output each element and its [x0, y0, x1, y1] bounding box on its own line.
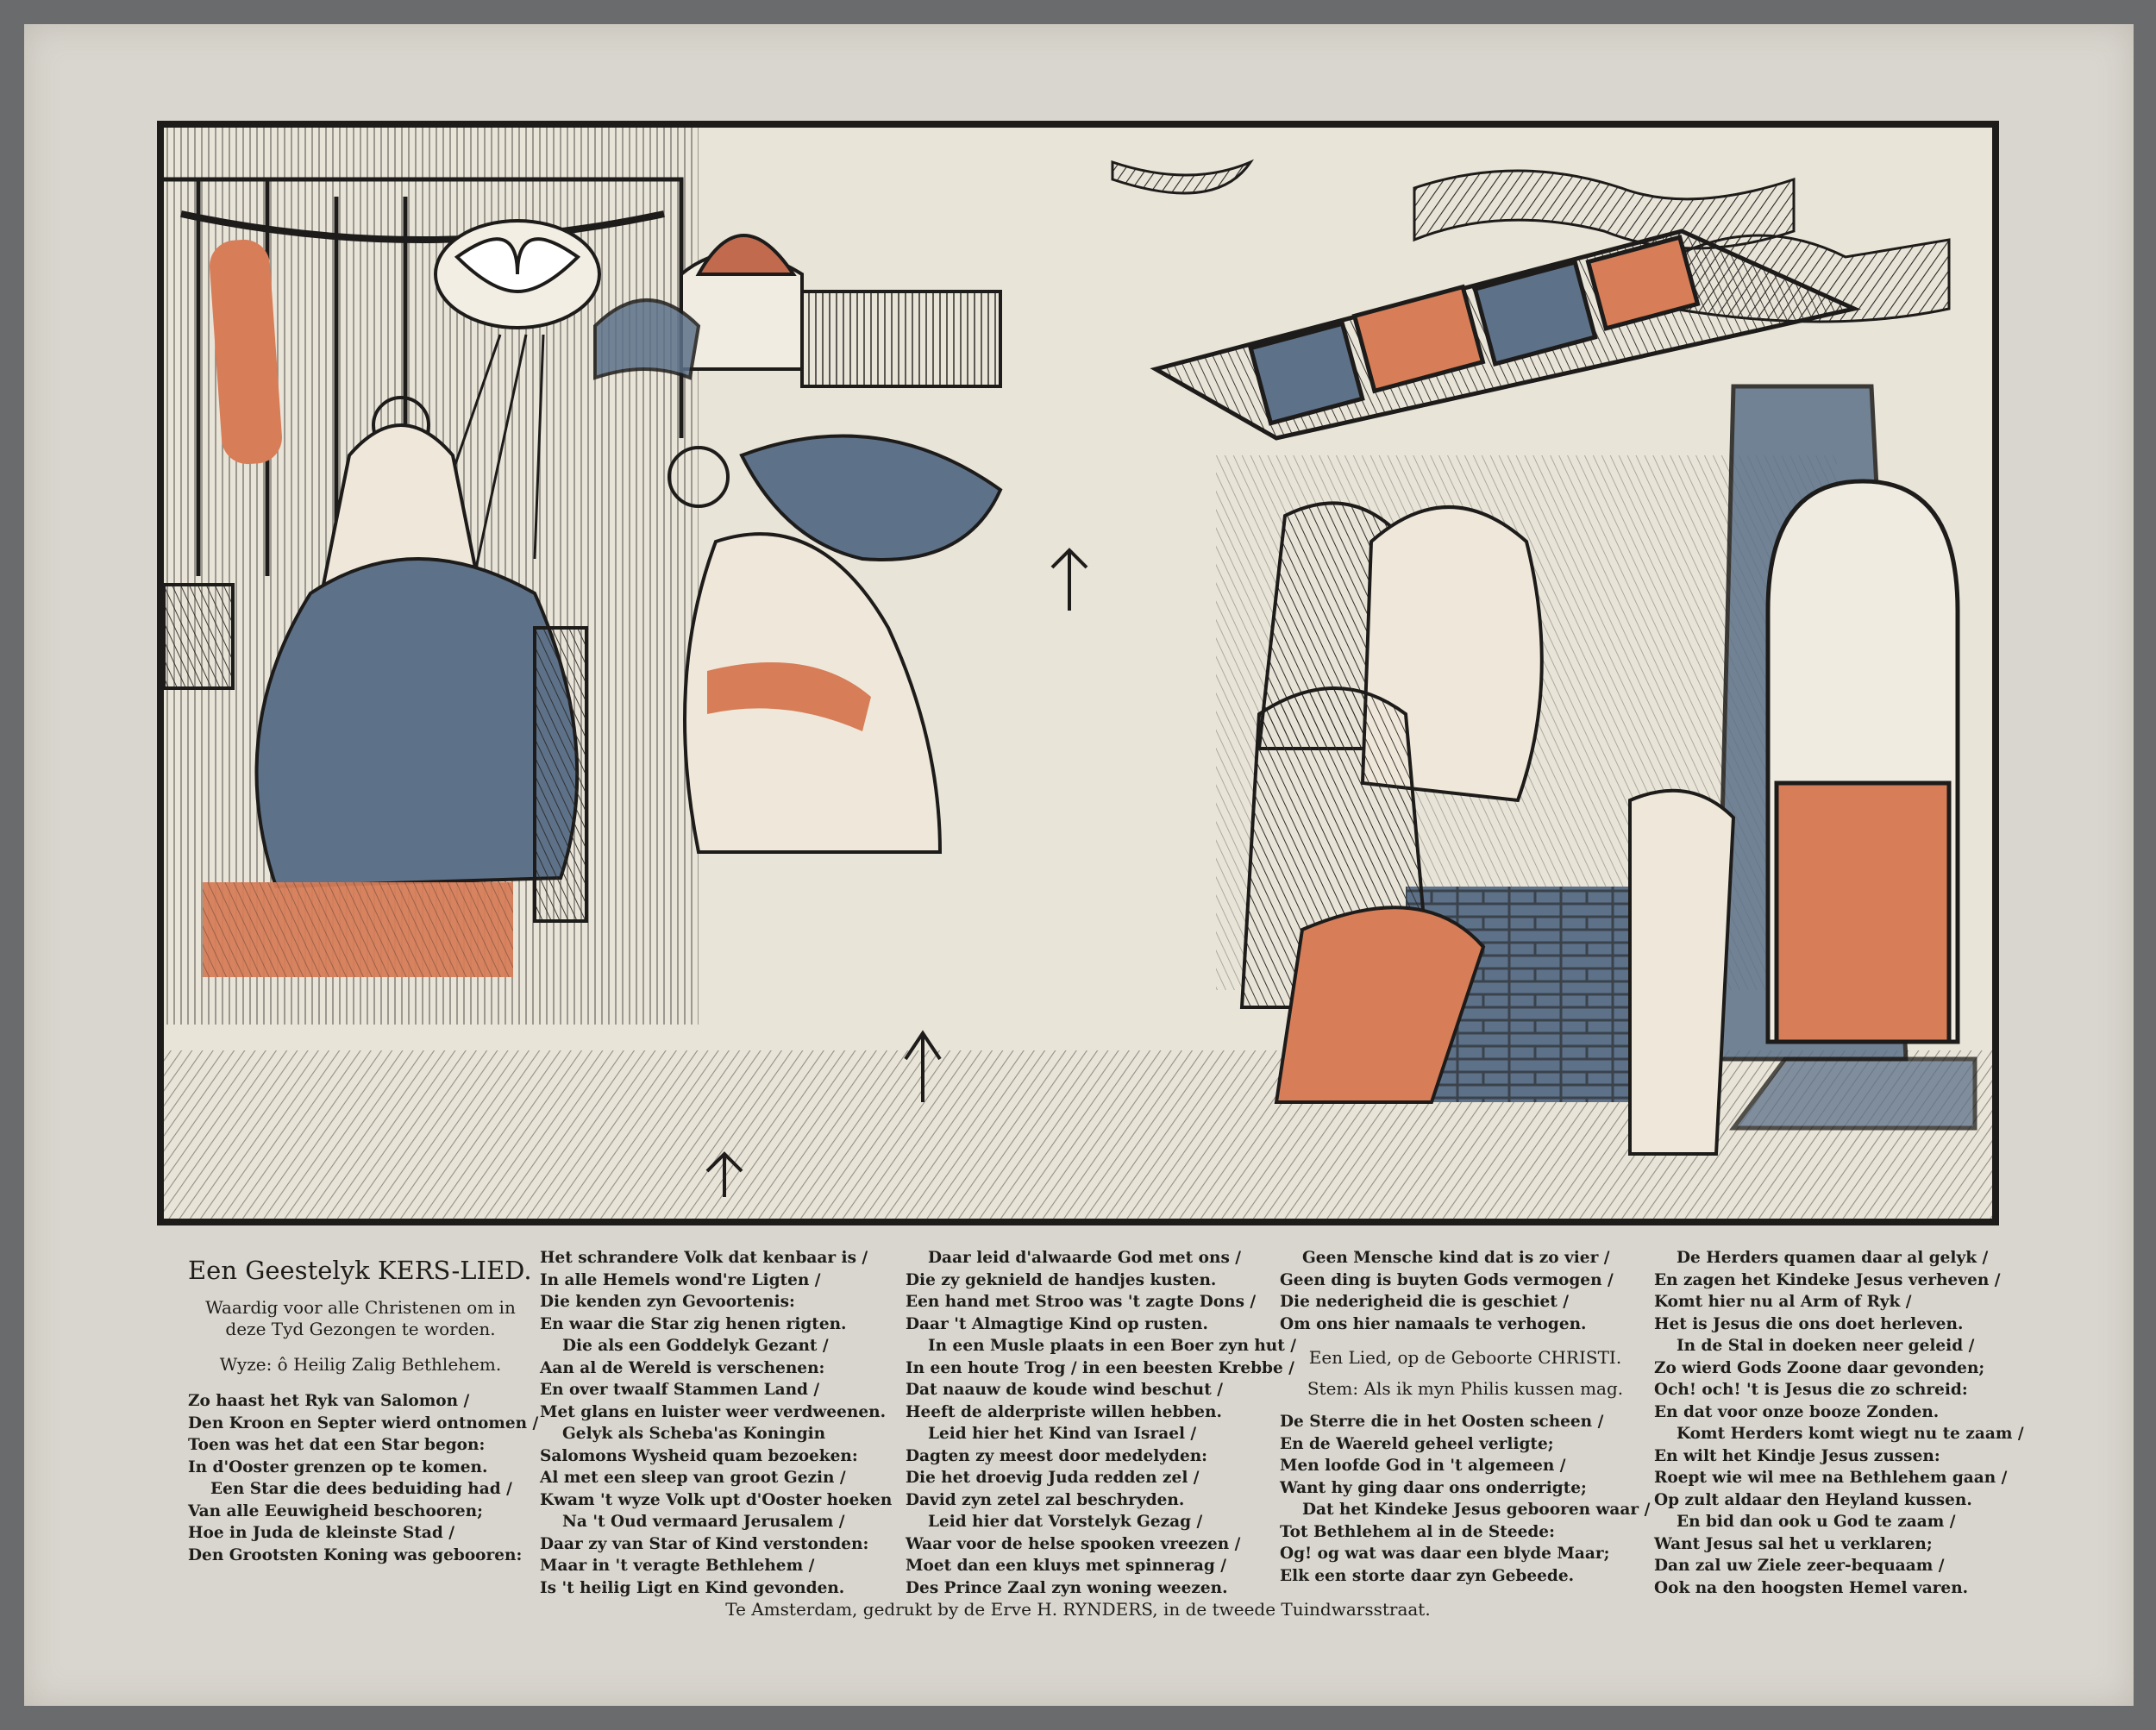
verse-line: Om ons hier namaals te verhogen. — [1280, 1314, 1587, 1333]
verse-line: De Herders quamen daar al gelyk / — [1677, 1249, 1989, 1267]
column-4 — [1280, 1247, 1651, 1587]
verse-line: Van alle Eeuwigheid beschooren; — [188, 1501, 483, 1520]
verse-line: Toen was het dat een Star begon: — [188, 1436, 486, 1454]
verse-line: Roept wie wil mee na Bethlehem gaan / — [1654, 1469, 2008, 1487]
verse-line: Maar in 't veragte Bethlehem / — [540, 1557, 815, 1575]
verse-line: Kwam 't wyze Volk upt d'Ooster hoeken — [540, 1490, 893, 1509]
column-1 — [188, 1247, 539, 1566]
verse-line: Die het droevig Juda redden zel / — [906, 1469, 1200, 1487]
paper-sheet — [24, 24, 2134, 1706]
verse-line: Al met een sleep van groot Gezin / — [540, 1469, 846, 1487]
verse-line: Met glans en luister weer verdweenen. — [540, 1402, 887, 1421]
verse-line: En waar die Star zig henen rigten. — [540, 1314, 847, 1333]
verse-line: Den Grootsten Koning was gebooren: — [188, 1545, 523, 1564]
verse-line: In een houte Trog / in een beesten Krebbe / — [906, 1358, 1294, 1377]
verse-line: Die kenden zyn Gevoortenis: — [540, 1293, 795, 1311]
verse-line: Die zy geknield de handjes kusten. — [906, 1270, 1217, 1289]
second-song-tune: Stem: Als ik myn Philis kussen mag. — [1307, 1378, 1624, 1399]
verse-line: Daar leid d'alwaarde God met ons / — [928, 1249, 1242, 1267]
song-title: Een Geestelyk KERS-LIED. — [188, 1256, 532, 1285]
verse-line: Want Jesus sal het u verklaren; — [1654, 1534, 1933, 1553]
verse-line: Komt Herders komt wiegt nu te zaam / — [1677, 1425, 2024, 1443]
verse-line: Elk een storte daar zyn Gebeede. — [1280, 1566, 1575, 1585]
verse-line: Leid hier dat Vorstelyk Gezag / — [928, 1513, 1203, 1531]
verse-line: In alle Hemels wond're Ligten / — [540, 1270, 821, 1289]
verse-line: En dat voor onze booze Zonden. — [1654, 1402, 1940, 1421]
verse-line: Geen ding is buyten Gods vermogen / — [1280, 1270, 1614, 1289]
verse-line: In een Musle plaats in een Boer zyn hut / — [928, 1337, 1296, 1355]
verse-line: Hoe in Juda de kleinste Stad / — [188, 1524, 454, 1542]
verse-line: Och! och! 't is Jesus die zo schreid: — [1654, 1381, 1968, 1399]
verse-line: Den Kroon en Septer wierd ontnomen / — [188, 1413, 539, 1432]
verse-line: Dagten zy meest door medelyden: — [906, 1446, 1208, 1465]
verse-line: Daar 't Almagtige Kind op rusten. — [906, 1314, 1208, 1333]
verse-column-2 — [540, 1247, 902, 1599]
verse-line: In d'Ooster grenzen op te komen. — [188, 1457, 488, 1476]
verse-line: Dan zal uw Ziele zeer-bequaam / — [1654, 1557, 1945, 1575]
verse-line: Ook na den hoogsten Hemel varen. — [1654, 1578, 1969, 1597]
verse-column-1 — [188, 1390, 539, 1566]
verse-line: Een Star die dees beduiding had / — [210, 1480, 512, 1498]
song-subtitle: Waardig voor alle Christenen om in deze Tyd Gezongen te worden. — [205, 1297, 516, 1339]
printer-imprint: Te Amsterdam, gedrukt by de Erve H. RYNDERS, in de tweede Tuindwarsstraat. — [725, 1599, 1431, 1620]
verse-line: Moet dan een kluys met spinnerag / — [906, 1557, 1226, 1575]
verse-line: Tot Bethlehem al in de Steede: — [1280, 1522, 1555, 1541]
verse-line: En over twaalf Stammen Land / — [540, 1381, 820, 1399]
verse-line: Dat naauw de koude wind beschut / — [906, 1381, 1223, 1399]
verse-line: En zagen het Kindeke Jesus verheven / — [1654, 1270, 2001, 1289]
verse-line: Want hy ging daar ons onderrigte; — [1280, 1478, 1587, 1497]
verse-line: In de Stal in doeken neer geleid / — [1677, 1337, 1975, 1355]
verse-line: En de Waereld geheel verligte; — [1280, 1434, 1554, 1453]
verse-line: En bid dan ook u God te zaam / — [1677, 1513, 1956, 1531]
verse-line: Heeft de alderpriste willen hebben. — [906, 1402, 1222, 1421]
verse-line: Die als een Goddelyk Gezant / — [562, 1337, 829, 1355]
verse-line: Dat het Kindeke Jesus gebooren waar / — [1302, 1501, 1651, 1519]
verse-line: Des Prince Zaal zyn woning weezen. — [906, 1578, 1228, 1597]
verse-line: Een hand met Stroo was 't zagte Dons / — [906, 1293, 1257, 1311]
verse-column-4-top — [1280, 1247, 1651, 1335]
verse-line: Het is Jesus die ons doet herleven. — [1654, 1314, 1964, 1333]
verse-column-5 — [1654, 1247, 2051, 1599]
verse-column-3 — [906, 1247, 1296, 1599]
verse-line: Na 't Oud vermaard Jerusalem / — [562, 1513, 845, 1531]
verse-column-4-bottom — [1280, 1411, 1651, 1587]
verse-line: Zo haast het Ryk van Salomon / — [188, 1392, 470, 1410]
verse-line: Daar zy van Star of Kind verstonden: — [540, 1534, 869, 1553]
verse-line: Aan al de Wereld is verschenen: — [540, 1358, 825, 1377]
song-tune: Wyze: ô Heilig Zalig Bethlehem. — [219, 1354, 502, 1375]
verse-line: David zyn zetel zal beschryden. — [906, 1490, 1185, 1509]
verse-line: Het schrandere Volk dat kenbaar is / — [540, 1249, 868, 1267]
verse-line: En wilt het Kindje Jesus zussen: — [1654, 1446, 1940, 1465]
verse-line: Komt hier nu al Arm of Ryk / — [1654, 1293, 1912, 1311]
verse-line: Op zult aldaar den Heyland kussen. — [1654, 1490, 1972, 1509]
song-text — [157, 1247, 2024, 1627]
verse-line: Zo wierd Gods Zoone daar gevonden; — [1654, 1358, 1985, 1377]
verse-line: Geen Mensche kind dat is zo vier / — [1302, 1249, 1610, 1267]
verse-line: Waar voor de helse spooken vreezen / — [906, 1534, 1241, 1553]
verse-line: Salomons Wysheid quam bezoeken: — [540, 1446, 858, 1465]
verse-line: Is 't heilig Ligt en Kind gevonden. — [540, 1578, 845, 1597]
woodcut-illustration — [157, 121, 1999, 1225]
verse-line: Men loofde God in 't algemeen / — [1280, 1457, 1566, 1475]
verse-line: Og! og wat was daar een blyde Maar; — [1280, 1545, 1610, 1563]
verse-line: Die nederigheid die is geschiet / — [1280, 1293, 1569, 1311]
verse-line: De Sterre die in het Oosten scheen / — [1280, 1413, 1604, 1431]
verse-line: Leid hier het Kind van Israel / — [928, 1425, 1197, 1443]
nativity-woodcut — [164, 128, 1992, 1219]
verse-line: Gelyk als Scheba'as Koningin — [562, 1425, 826, 1443]
second-song-title: Een Lied, op de Geboorte CHRISTI. — [1308, 1347, 1622, 1368]
